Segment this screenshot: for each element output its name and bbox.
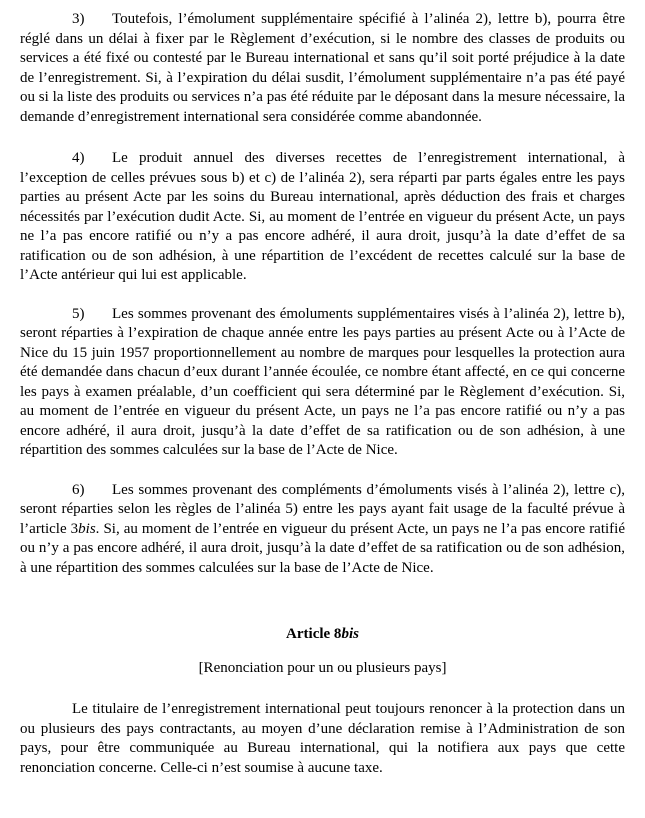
article-body: Le titulaire de l’enregistrement international peut toujours renoncer à la protection dans un ou plusieurs des pays contractants, au moyen d’une déclaration remise à l’Administration de son pays, pour être communiquée au Bureau international, qui la notifiera aux pays que cette renonciation concerne. Celle-ci n’est soumise à aucune taxe. [20,701,625,776]
paragraph-3 [20,10,625,127]
paragraph-number: 4) [72,150,85,166]
paragraph-text: Les sommes provenant des émoluments supplémentaires visés à l’alinéa 2), lettre b), seront réparties à l’expiration de chaque année entre les pays parties au présent Acte ou à l’Acte de Nice du 15 juin 1957 proportionnellement au nombre de marques pour lesquelles la protection aura été demandée dans chacun d’eux durant l’année écoulée, ce nombre étant affecté, en ce qui concerne les pays à examen préalable, d’un coefficient qui sera déterminé par le Règlement d’exécution. Si, au moment de l’entrée en vigueur du présent Acte, un pays ne l’a pas encore ratifié ou n’y a pas encore adhéré, il aura droit, jusqu’à la date d’effet de sa ratification ou de son adhésion, à une répartition des sommes calculées sur la base de l’Acte de Nice. [20,305,625,458]
paragraph-text-start: Les sommes provenant des compléments d’émoluments visés à l’alinéa 2), lettre c), seront réparties selon les règles de l’alinéa 5) entre les pays ayant fait usage de la faculté prévue à l’article 3 [20,481,625,537]
paragraph-5 [20,305,625,461]
paragraph-number: 5) [72,305,85,322]
article-title [20,625,625,645]
paragraph-text: Toutefois, l’émolument supplémentaire spécifié à l’alinéa 2), lettre b), pourra être réglé dans un délai à fixer par le Règlement d’exécution, si le nombre des classes de produits ou services a été fixé ou contesté par le Bureau international et sans qu’il soit porté préjudice à la date de l’enregistrement. Si, à l’expiration du délai susdit, l’émolument supplémentaire n’a pas été payé ou si la liste des produits ou services n’a pas été réduite par le déposant dans la mesure nécessaire, la demande d’enregistrement international sera considérée comme abandonnée. [20,11,625,125]
paragraph-4 [20,149,625,286]
article-subtitle: [Renonciation pour un ou plusieurs pays] [198,659,447,676]
article-title-italic: bis [341,626,359,642]
document-page [20,0,625,778]
paragraph-number: 6) [72,481,85,498]
paragraph-text-end: . Si, au moment de l’entrée en vigueur du présent Acte, un pays ne l’a pas encore ratifié ou n’y a pas encore adhéré, il aura droit, jusqu’à la date d’effet de sa ratification ou de son adhésion, à une répartition des sommes calculées sur la base de l’Acte de Nice. [20,520,625,576]
paragraph-text: Le produit annuel des diverses recettes de l’enregistrement international, à l’exception de celles prévues sous b) et c) de l’alinéa 2), sera réparti par parts égales entre les pays parties au présent Acte par les soins du Bureau international, après déduction des frais et charges nécessités par l’exécution dudit Acte. Si, au moment de l’entrée en vigueur du présent Acte, un pays ne l’a pas encore ratifié ou n’y a pas encore adhéré, il aura droit, jusqu’à la date d’effet de sa ratification ou de son adhésion, à une répartition de l’excédent de recettes calculé sur la base de l’Acte antérieur qui lui est applicable. [20,150,625,283]
article-title-prefix: Article 8 [286,626,342,642]
paragraph-6 [20,481,625,579]
paragraph-number: 3) [72,11,85,27]
paragraph-text-italic: bis [78,520,96,537]
